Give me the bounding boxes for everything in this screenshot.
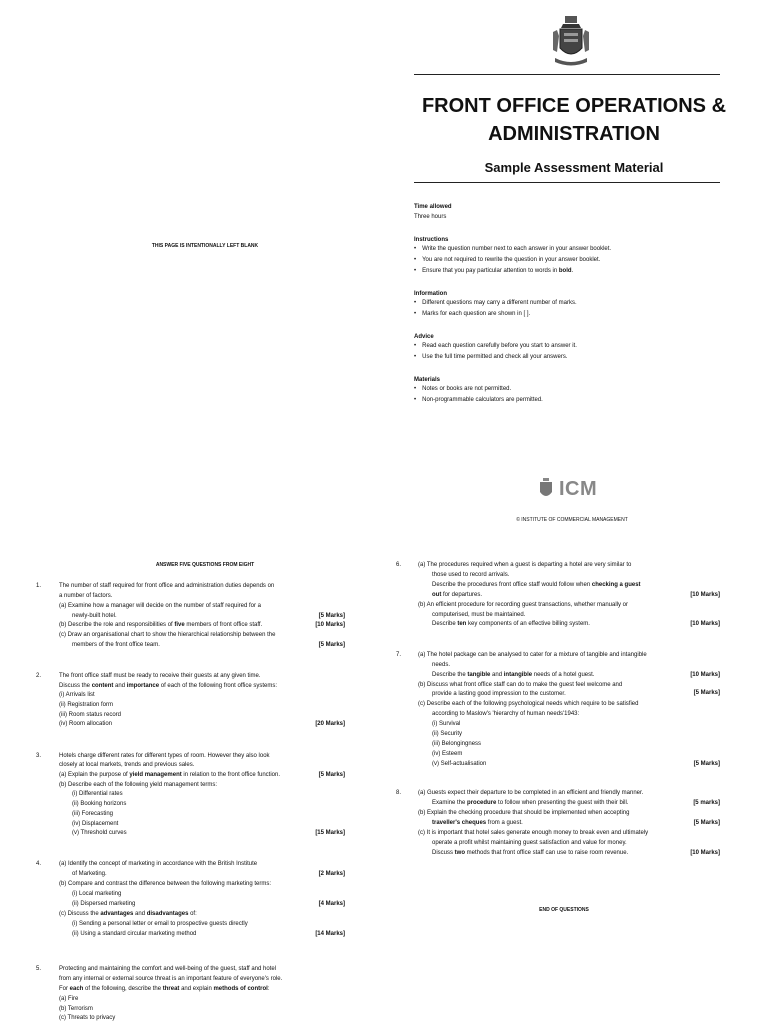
instructions-list <box>414 244 724 277</box>
q5-bold: threat <box>162 986 180 992</box>
q8-text: from a guest. <box>486 820 523 826</box>
q5-number: 5. <box>36 966 42 972</box>
q6-number: 6. <box>396 562 402 568</box>
advice-item: • Use the full time permitted and check all your answers. <box>414 352 724 363</box>
title-line-1: FRONT OFFICE OPERATIONS & <box>421 95 727 117</box>
q4-c-text: of: <box>188 911 197 917</box>
q6-part-a: (a) The procedures required when a guest is departing a hotel are very similar to <box>418 562 632 568</box>
q1-b-bold: five <box>174 622 185 628</box>
instruction-item: • Ensure that you pay particular attention to words in bold. <box>414 266 724 277</box>
q6-text: for departures. <box>441 592 483 598</box>
q8-part-b-cont <box>432 820 523 826</box>
advice-item: • Read each question carefully before you start to answer it. <box>414 341 724 352</box>
q7-a-marks: [10 Marks] <box>690 672 720 678</box>
q3-item: (iv) Displacement <box>72 821 119 827</box>
q7-bold: tangible <box>467 672 491 678</box>
q7-number: 7. <box>396 652 402 658</box>
q8-bold: two <box>454 850 466 856</box>
q3-item: (v) Threshold curves <box>72 830 127 836</box>
q8-b-marks: [5 Marks] <box>693 820 720 826</box>
q3-part-a <box>59 772 280 778</box>
time-value: Three hours <box>414 214 447 220</box>
q5-line: Protecting and maintaining the comfort and well-being of the guest, staff and hotel <box>59 966 277 972</box>
q7-part-b: (b) Discuss what front office staff can do to make the guest feel welcome and <box>418 682 623 688</box>
materials-list <box>414 384 724 406</box>
q3-b-marks: [15 Marks] <box>315 830 345 836</box>
q8-text: methods that front office staff can use to raise room revenue. <box>465 850 629 856</box>
q2-text: and <box>113 683 127 689</box>
icm-logo-text: ICM <box>559 477 598 500</box>
q3-a-marks: [5 Marks] <box>318 772 345 778</box>
q4-part-c <box>59 911 197 917</box>
small-crest-icon <box>537 478 555 500</box>
information-list <box>414 298 724 320</box>
q8-number: 8. <box>396 790 402 796</box>
q5-item: (c) Threats to privacy <box>59 1015 116 1021</box>
information-heading: Information <box>414 291 447 298</box>
q7-item: (ii) Security <box>432 731 463 737</box>
q1-part-c-cont: members of the front office team. <box>72 642 160 648</box>
information-item: • Different questions may carry a different number of marks. <box>414 298 724 309</box>
materials-item: • Notes or books are not permitted. <box>414 384 724 395</box>
q5-item: (a) Fire <box>59 996 79 1002</box>
q6-part-b-cont <box>432 621 590 627</box>
q4-c-text: (c) Discuss the <box>59 911 101 917</box>
q4-a-marks: [2 Marks] <box>318 871 345 877</box>
q6-text: Describe <box>432 621 458 627</box>
q3-a-bold: yield management <box>129 772 182 778</box>
q7-part-b-cont: provide a lasting good impression to the customer. <box>432 691 566 697</box>
q6-bold: ten <box>457 621 467 627</box>
q5-text: of the following, describe the <box>83 986 163 992</box>
exam-heading: ANSWER FIVE QUESTIONS FROM EIGHT <box>155 562 255 568</box>
q7-c-marks: [5 Marks] <box>693 761 720 767</box>
q8-bold: procedure <box>467 800 497 806</box>
q2-line: The front office staff must be ready to receive their guests at any given time. <box>59 673 261 679</box>
q1-part-c: (c) Draw an organisational chart to show the hierarchical relationship between the <box>59 632 276 638</box>
q6-part-a-cont: those used to record arrivals. <box>432 572 510 578</box>
q2-bold: importance <box>126 683 160 689</box>
q8-part-a: (a) Guests expect their departure to be completed in an efficient and friendly manner. <box>418 790 644 796</box>
q7-item: (i) Survival <box>432 721 461 727</box>
end-of-questions: END OF QUESTIONS <box>539 907 589 913</box>
q8-part-c-cont <box>432 850 628 856</box>
q7-text: and <box>490 672 504 678</box>
materials-item: • Non-programmable calculators are permitted. <box>414 395 724 406</box>
q1-b-text: (b) Describe the role and responsibilities of <box>59 622 175 628</box>
q3-item: (i) Differential rates <box>72 791 123 797</box>
q7-b-marks: [5 Marks] <box>693 690 720 696</box>
q6-b-marks: [10 Marks] <box>690 621 720 627</box>
information-item: • Marks for each question are shown in [ ]. <box>414 309 724 320</box>
q4-c-item: (i) Sending a personal letter or email to prospective guests directly <box>72 921 248 927</box>
copyright: © INSTITUTE OF COMMERCIAL MANAGEMENT <box>516 517 628 523</box>
cover-info <box>414 204 724 406</box>
q7-item: (iii) Belongingness <box>432 741 482 747</box>
q5-text: For <box>59 986 70 992</box>
q8-part-c-cont: operate a profit whilst maintaining guest satisfaction and value for money. <box>432 840 627 846</box>
q8-text: Discuss <box>432 850 455 856</box>
q2-number: 2. <box>36 673 42 679</box>
icm-logo <box>537 477 597 501</box>
q1-a-marks: [5 Marks] <box>318 613 345 619</box>
q1-c-marks: [5 Marks] <box>318 642 345 648</box>
q6-bold: out <box>432 592 442 598</box>
q6-text: Describe the procedures front office staff would follow when <box>432 582 592 588</box>
time-heading: Time allowed <box>414 204 452 210</box>
q6-part-b-cont: computerised, must be maintained. <box>432 612 526 618</box>
q7-part-a-cont: needs. <box>432 662 451 668</box>
q1-line: The number of staff required for front office and administration duties depends on <box>59 583 275 589</box>
q5-bold: methods of control <box>213 986 268 992</box>
q4-part-b: (b) Compare and contrast the difference between the following marketing terms: <box>59 881 271 887</box>
q8-c-marks: [10 Marks] <box>690 850 720 856</box>
q4-c-text: and <box>133 911 147 917</box>
q8-part-b: (b) Explain the checking procedure that should be implemented when accepting <box>418 810 630 816</box>
q6-part-a-cont <box>432 592 482 598</box>
q4-b-item: (ii) Dispersed marketing <box>72 901 136 907</box>
q2-bold: content <box>91 683 114 689</box>
q8-a-marks: [5 marks] <box>693 800 720 806</box>
q8-bold: traveller's cheques <box>432 820 487 826</box>
q6-a-marks: [10 Marks] <box>690 592 720 598</box>
q4-c-marks: [14 Marks] <box>315 931 345 937</box>
q6-part-b: (b) An efficient procedure for recording guest transactions, whether manually or <box>418 602 628 608</box>
q2-marks: [20 Marks] <box>315 721 345 727</box>
q5-text: and explain <box>179 986 214 992</box>
q1-b-marks: [10 Marks] <box>315 622 345 628</box>
instruction-item: • Write the question number next to each answer in your answer booklet. <box>414 244 724 255</box>
q3-item: (iii) Forecasting <box>72 811 114 817</box>
q7-part-c-cont: according to Maslow's 'hierarchy of human needs'1943: <box>432 711 580 717</box>
q3-number: 3. <box>36 753 42 759</box>
q1-part-a-cont: newly-built hotel. <box>72 613 117 619</box>
q8-part-a-cont <box>432 800 628 806</box>
q2-item: (iv) Room allocation <box>59 721 113 727</box>
q2-text: of each of the following front office systems: <box>159 683 278 689</box>
bold-word: bold <box>558 268 572 275</box>
q5-line <box>59 986 269 992</box>
crest-logo <box>549 16 593 68</box>
q4-b-item: (i) Local marketing <box>72 891 122 897</box>
blank-page-notice: THIS PAGE IS INTENTIONALLY LEFT BLANK <box>151 243 259 249</box>
q2-item: (ii) Registration form <box>59 702 114 708</box>
q4-number: 4. <box>36 861 42 867</box>
q5-item: (b) Terrorism <box>59 1006 93 1012</box>
subtitle: Sample Assessment Material <box>484 160 664 175</box>
instruction-text: Ensure that you pay particular attention to words in <box>422 268 559 275</box>
q2-item: (i) Arrivals list <box>59 692 95 698</box>
exam-title <box>414 92 734 148</box>
q2-line <box>59 683 277 689</box>
q6-text: key components of an effective billing system. <box>466 621 590 627</box>
q4-part-a-cont: of Marketing. <box>72 871 107 877</box>
q4-c-bold: disadvantages <box>146 911 189 917</box>
q4-b-marks: [4 Marks] <box>318 901 345 907</box>
materials-heading: Materials <box>414 377 441 384</box>
q8-part-c: (c) It is important that hotel sales generate enough money to break even and ultimately <box>418 830 649 836</box>
q7-part-c: (c) Describe each of the following psychological needs which require to be satisfied <box>418 701 639 707</box>
q3-item: (ii) Booking horizons <box>72 801 127 807</box>
q7-text: needs of a hotel guest. <box>532 672 595 678</box>
q1-number: 1. <box>36 583 42 589</box>
q4-part-a: (a) Identify the concept of marketing in accordance with the British Institute <box>59 861 258 867</box>
q5-line: from any internal or external source threat is an important feature of everyone's role. <box>59 976 283 982</box>
q8-text: Examine the <box>432 800 468 806</box>
q3-a-text: (a) Explain the purpose of <box>59 772 130 778</box>
q7-part-a: (a) The hotel package can be analysed to cater for a mixture of tangible and intangible <box>418 652 647 658</box>
q7-item: (v) Self-actualisation <box>432 761 487 767</box>
q4-c-item: (ii) Using a standard circular marketing method <box>72 931 197 937</box>
q1-b-text-end: members of front office staff. <box>184 622 263 628</box>
q7-bold: intangible <box>503 672 533 678</box>
q7-text: Describe the <box>432 672 468 678</box>
q7-part-a-cont <box>432 672 594 678</box>
title-line-2: ADMINISTRATION <box>488 123 660 145</box>
q3-a-text-end: in relation to the front office function. <box>181 772 281 778</box>
advice-list <box>414 341 724 363</box>
instruction-item: • You are not required to rewrite the question in your answer booklet. <box>414 255 724 266</box>
q2-text: Discuss the <box>59 683 92 689</box>
q4-c-bold: advantages <box>100 911 134 917</box>
q3-line: closely at local markets, trends and previous sales. <box>59 762 195 768</box>
q8-text: to follow when presenting the guest with their bill. <box>496 800 629 806</box>
instructions-heading: Instructions <box>414 237 449 244</box>
q1-part-b <box>59 622 262 628</box>
q7-item: (iv) Esteem <box>432 751 463 757</box>
q2-item: (iii) Room status record <box>59 712 122 718</box>
q1-line: a number of factors. <box>59 593 113 599</box>
q3-part-b: (b) Describe each of the following yield management terms: <box>59 782 218 788</box>
q6-part-a-cont <box>432 582 641 588</box>
advice-heading: Advice <box>414 334 434 341</box>
q1-part-a: (a) Examine how a manager will decide on the number of staff required for a <box>59 603 261 609</box>
q5-bold: each <box>69 986 84 992</box>
q3-line: Hotels charge different rates for different types of room. However they also look <box>59 753 270 759</box>
q5-text: : <box>267 986 270 992</box>
q6-bold: checking a guest <box>591 582 641 588</box>
